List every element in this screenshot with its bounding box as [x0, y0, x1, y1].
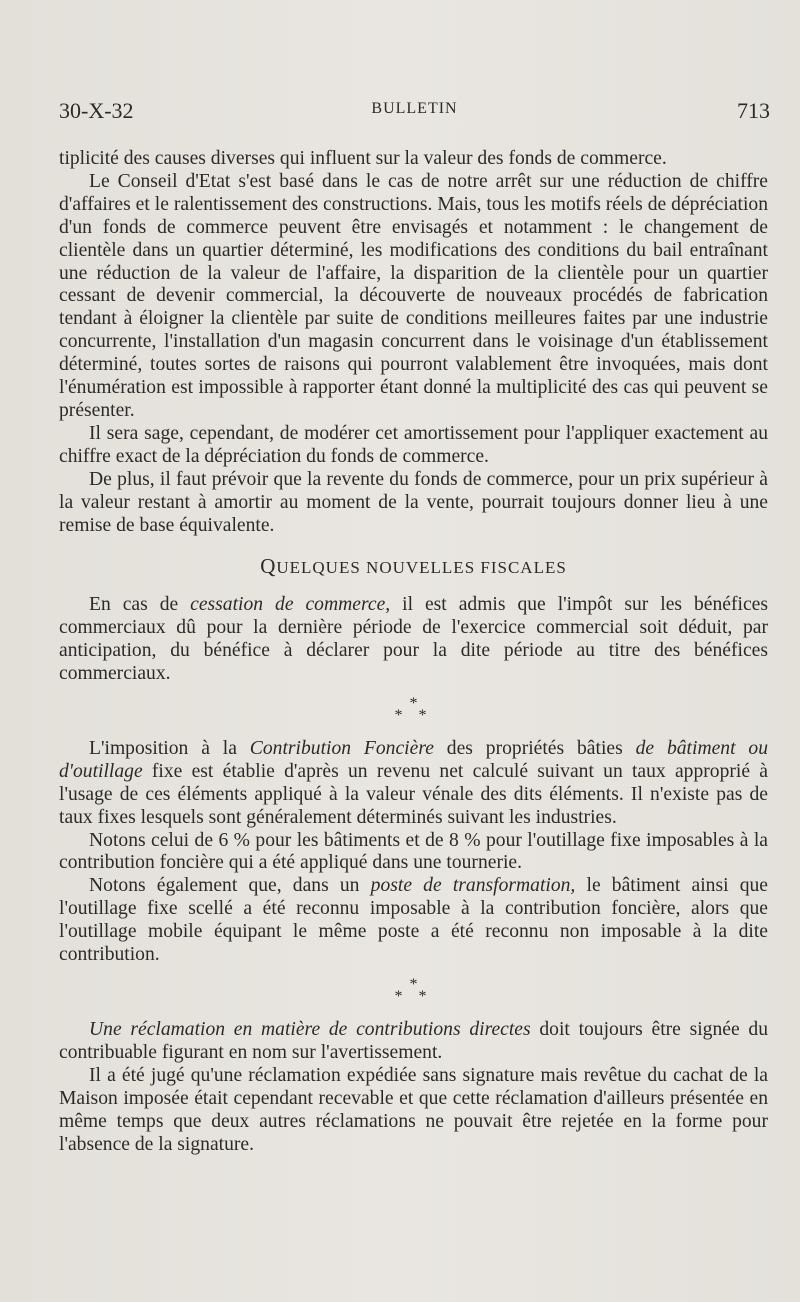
header-title: BULLETIN	[371, 100, 458, 117]
section-heading-rest: UELQUES NOUVELLES FISCALES	[276, 558, 567, 578]
text-run: fixe est établie d'après un revenu net calculé suivant un taux approprié à l'usage de ces éléments appliqué à la valeur vénale des dits éléments. Il n'existe pas de taux fixes lesquels sont généralement déterminés suivant les industries.	[59, 760, 768, 828]
paragraph: Notons celui de 6 % pour les bâtiments et de 8 % pour l'outillage fixe imposables à la contribution foncière qui a été appliqué dans une tournerie.	[59, 829, 768, 874]
paragraph: Il sera sage, cependant, de modérer cet amortissement pour l'appliquer exactement au chiffre exact de la dépréciation du fonds de commerce.	[59, 422, 768, 467]
paragraph	[59, 594, 768, 686]
paragraph	[59, 1019, 768, 1065]
section-heading-initial: Q	[260, 554, 277, 579]
paragraph: Le Conseil d'Etat s'est basé dans le cas de notre arrêt sur une réduction de chiffre d'affaires et le ralentissement des constructions. Mais, tous les motifs réels de dépréciation d'un fonds de commerce peuvent être envisagés et notamment : le changement de clientèle dans un quartier déterminé, les modifications des conditions du bail entraînant une réduction de la valeur de l'affaire, la disparition de la clientèle pour un quartier cessant de devenir commercial, la découverte de nouveaux procédés de fabrication tendant à éloigner la clientèle par suite de conditions meilleures faites par une industrie concurrente, l'installation d'un magasin concurrent dans le voisinage d'un établissement déterminé, toutes sortes de raisons qui pourront valablement être invoquées, mais dont l'énumération est impossible à rapporter étant donné la multiplicité des cas qui peuvent se présenter.	[59, 170, 768, 421]
asterism-separator	[59, 976, 768, 1005]
article-body	[59, 148, 768, 1156]
text-run: En cas de	[89, 594, 191, 616]
text-run: doit toujours être signée du contribuable figurant en nom sur l'avertissement.	[59, 1019, 768, 1063]
text-run: le bâtiment ainsi que l'outillage fixe scellé a été reconnu imposable à la contribution foncière, alors que l'outillage mobile équipant le même poste a été reconnu non imposable à la dite contribution.	[59, 875, 768, 966]
italic-run: de bâtiment ou d'outillage	[59, 737, 768, 782]
asterism-top: *	[409, 976, 418, 993]
italic-run: poste de transformation,	[370, 875, 576, 897]
header-date: 30-X-32	[59, 98, 134, 123]
italic-run: Contribution Foncière	[249, 737, 434, 759]
asterism-separator	[59, 694, 768, 724]
section-heading	[59, 555, 768, 580]
paragraph: Il a été jugé qu'une réclamation expédiée sans signature mais revêtue du cachat de la Maison imposée était cependant recevable et que cette réclamation d'ailleurs présentée en même temps que deux autres réclamations ne pouvait être rejetée en la forme pour l'absence de la signature.	[59, 1064, 768, 1155]
text-run: Notons également que, dans un	[89, 875, 371, 897]
text-run: il est admis que l'impôt sur les bénéfices commerciaux dû pour la dernière période de l'exercice commercial soit déduit, par anticipation, du bénéfice à déclarer pour la dite période au titre des bénéfices commerciaux.	[59, 594, 768, 685]
page-number: 713	[737, 98, 770, 123]
paragraph: tiplicité des causes diverses qui influent sur la valeur des fonds de commerce.	[59, 148, 667, 169]
paragraph	[59, 875, 768, 967]
running-header	[59, 96, 770, 126]
italic-run: Une réclamation en matière de contributions directes	[89, 1019, 531, 1040]
asterism-bottom: * *	[394, 988, 433, 1005]
paragraph	[59, 738, 768, 830]
asterism-bottom: * *	[394, 706, 433, 724]
italic-run: cessation de commerce,	[190, 594, 391, 616]
text-run: L'imposition à la	[89, 737, 250, 759]
paragraph: De plus, il faut prévoir que la revente du fonds de commerce, pour un prix supérieur à la valeur restant à amortir au moment de la vente, pourrait toujours donner lieu à une remise de base équivalente.	[59, 468, 768, 536]
asterism-top: *	[409, 694, 418, 712]
text-run: des propriétés bâties	[433, 737, 636, 759]
